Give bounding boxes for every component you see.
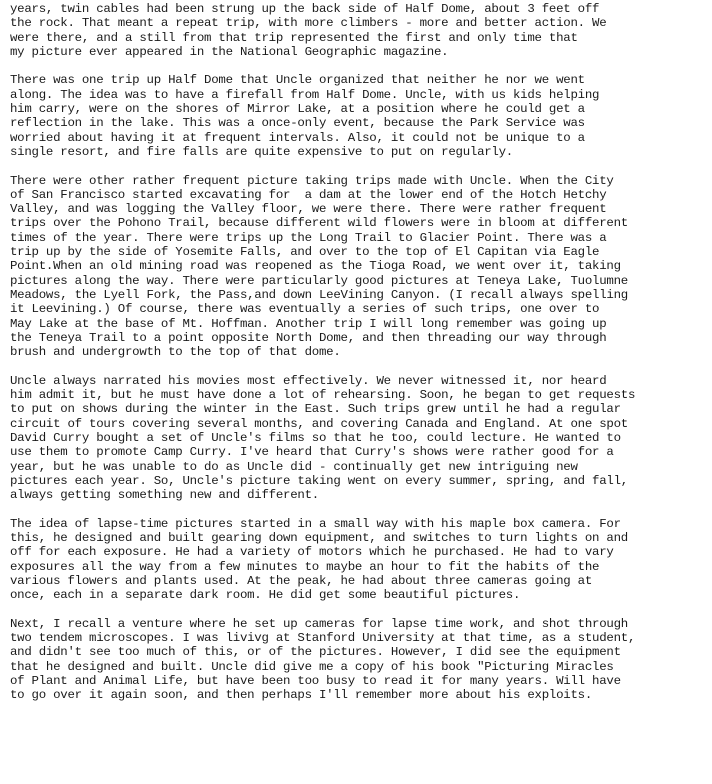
text-line: years, twin cables had been strung up the back side of Half Dome, about 3 feet off	[10, 2, 600, 16]
text-line: reflection in the lake. This was a once-only event, because the Park Service was	[10, 116, 585, 131]
text-line: of Plant and Animal Life, but have been too busy to read it for many years. Will have	[10, 673, 621, 688]
text-line: brush and undergrowth to the top of that dome.	[10, 345, 341, 360]
text-line: various flowers and plants used. At the peak, he had about three cameras going at	[10, 573, 593, 588]
paragraph-half-dome-cables	[10, 2, 704, 59]
text-line: the rock. That meant a repeat trip, with more climbers - more and better action. We	[10, 16, 607, 31]
text-line: along. The idea was to have a firefall from Half Dome. Uncle, with us kids helping	[10, 87, 600, 102]
text-line: pictures each year. So, Uncle's picture taking went on every summer, spring, and fall,	[10, 473, 628, 488]
paragraph-firefall	[10, 73, 704, 159]
text-line: the Teneya Trail to a point opposite North Dome, and then threading our way through	[10, 330, 607, 345]
text-line: and didn't see too much of this, or of the pictures. However, I did see the equipment	[10, 645, 621, 660]
paragraph-narrated-movies	[10, 374, 704, 503]
text-line: Uncle always narrated his movies most effectively. We never witnessed it, nor heard	[10, 373, 607, 388]
text-line: Point.When an old mining road was reopened as the Tioga Road, we went over it, taking	[10, 259, 621, 274]
text-line: There were other rather frequent picture taking trips made with Uncle. When the City	[10, 173, 614, 188]
text-line: pictures along the way. There were particularly good pictures at Teneya Lake, Tuolumne	[10, 273, 628, 288]
text-line: worried about having it at frequent intervals. Also, it could not be unique to a	[10, 130, 585, 145]
paragraph-picture-trips	[10, 174, 704, 360]
text-line: this, he designed and built gearing down equipment, and switches to turn lights on and	[10, 530, 628, 545]
text-line: David Curry bought a set of Uncle's films so that he too, could lecture. He wanted to	[10, 430, 621, 445]
text-line: two tendem microscopes. I was livivg at Stanford University at that time, as a student,	[10, 631, 636, 646]
text-line: were there, and a still from that trip represented the first and only time that	[10, 30, 578, 45]
text-line: times of the year. There were trips up the Long Trail to Glacier Point. There was a	[10, 230, 607, 245]
text-line: to put on shows during the winter in the East. Such trips grew until he had a regular	[10, 402, 621, 417]
text-line: circuit of tours covering several months, and covering Canada and England. At one spot	[10, 416, 628, 431]
text-line: to go over it again soon, and then perhaps I'll remember more about his exploits.	[10, 688, 593, 703]
text-line: There was one trip up Half Dome that Uncle organized that neither he nor we went	[10, 73, 585, 88]
text-line: of San Francisco started excavating for a dam at the lower end of the Hotch Hetchy	[10, 187, 607, 202]
text-line: it Leevining.) Of course, there was eventually a series of such trips, one over to	[10, 302, 600, 317]
text-line: Valley, and was logging the Valley floor, we were there. There were rather frequent	[10, 202, 607, 217]
text-line: Meadows, the Lyell Fork, the Pass,and down LeeVining Canyon. (I recall always spelling	[10, 287, 628, 302]
text-line: him carry, were on the shores of Mirror Lake, at a position where he could get a	[10, 102, 585, 117]
text-line: him admit it, but he must have done a lot of rehearsing. Soon, he began to get requests	[10, 388, 636, 403]
text-line: exposures all the way from a few minutes to maybe an hour to fit the habits of the	[10, 559, 600, 574]
text-line: off for each exposure. He had a variety of motors which he purchased. He had to vary	[10, 545, 614, 560]
text-line: once, each in a separate dark room. He did get some beautiful pictures.	[10, 588, 521, 603]
text-line: always getting something new and different.	[10, 488, 319, 503]
text-line: my picture ever appeared in the National Geographic magazine.	[10, 44, 449, 59]
text-line: trip up by the side of Yosemite Falls, and over to the top of El Capitan via Eagle	[10, 245, 600, 260]
text-line: The idea of lapse-time pictures started in a small way with his maple box camera. For	[10, 516, 621, 531]
paragraph-lapse-time	[10, 517, 704, 603]
text-line: use them to promote Camp Curry. I've heard that Curry's shows were rather good for a	[10, 445, 614, 460]
text-line: May Lake at the base of Mt. Hoffman. Another trip I will long remember was going up	[10, 316, 607, 331]
text-line: trips over the Pohono Trail, because different wild flowers were in bloom at different	[10, 216, 628, 231]
text-line: that he designed and built. Uncle did give me a copy of his book "Picturing Miracles	[10, 659, 614, 674]
text-line: Next, I recall a venture where he set up cameras for lapse time work, and shot through	[10, 616, 628, 631]
text-line: year, but he was unable to do as Uncle did - continually get new intriguing new	[10, 459, 578, 474]
paragraph-microscopes	[10, 617, 704, 703]
text-line: single resort, and fire falls are quite expensive to put on regularly.	[10, 144, 513, 159]
